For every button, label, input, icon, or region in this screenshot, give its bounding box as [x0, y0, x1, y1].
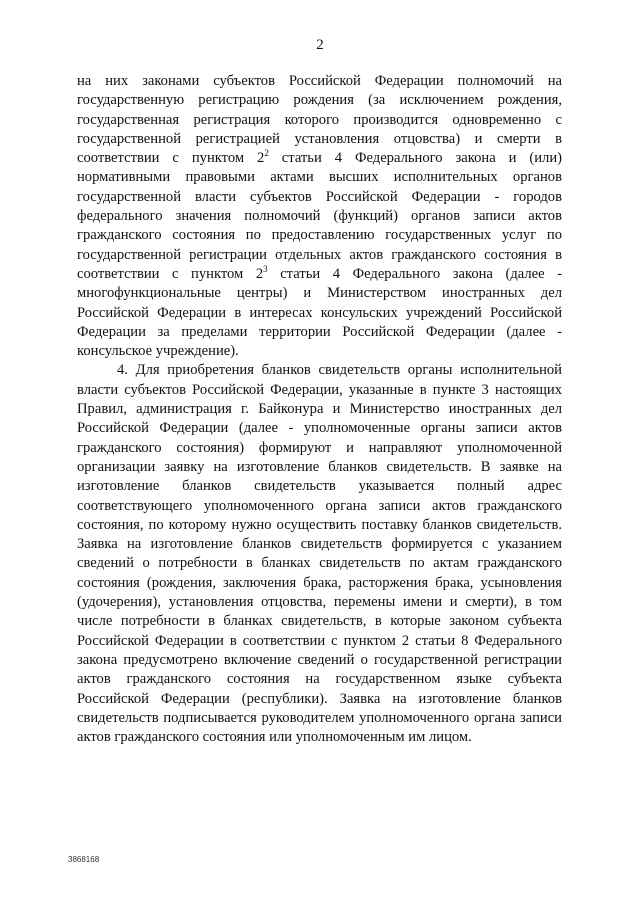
paragraph-text: статьи 4 Федерального закона и (или) нормативными правовыми актами высших исполнительных органов государственной власти субъектов Российской Федерации - городов федерального значения полномочий (функций) органов записи актов гражданского состояния по предоставлению государственных услуг по государственной регистрации отдельных актов гражданского состояния в соответствии с пунктом 2 [77, 150, 563, 282]
document-body [77, 72, 562, 747]
document-code: 3868168 [68, 855, 100, 864]
superscript: 2 [264, 148, 269, 159]
superscript: 3 [263, 263, 268, 274]
paragraph-text: статьи 4 Федерального закона (далее - многофункциональные центры) и Министерством иностранных дел Российской Федерации в интересах консульских учреждений Российской Федерации за пределами территории Российской Федерации (далее - консульское учреждение). [77, 265, 562, 360]
paragraph-text: 4. Для приобретения бланков свидетельств органы исполнительной власти субъектов Российской Федерации, указанные в пункте 3 настоящих Правил, администрация г. Байконура и Министерство иностранных дел Российской Федерации (далее - уполномоченные органы записи актов гражданского состояния) формируют и направляют уполномоченной организации заявку на изготовление бланков свидетельств. В заявке на изготовление бланков свидетельств указывается полный адрес соответствующего уполномоченного органа записи актов гражданского состояния, по которому нужно осуществить поставку бланков свидетельств. Заявка на изготовление бланков свидетельств формируется с указанием сведений о потребности в бланках свидетельств по актам гражданского состояния (рождения, заключения брака, расторжения брака, усыновления (удочерения), установления отцовства, перемены имени и смерти), в том числе потребности в бланках свидетельств, в которые законом субъекта Российской Федерации в соответствии с пунктом 2 статьи 8 Федерального закона предусмотрено включение сведений о государственной регистрации актов гражданского состояния на государственном языке субъекта Российской Федерации (республики). Заявка на изготовление бланков свидетельств подписывается руководителем уполномоченного органа записи актов гражданского состояния или уполномоченным им лицом. [77, 362, 562, 746]
page-number: 2 [316, 37, 324, 53]
paragraph-text: на них законами субъектов Российской Федерации полномочий на государственную регистрацию рождения (за исключением рождения, государственная регистрация которого производится одновременно с государственной регистрацией установления отцовства) и смерти в соответствии с пунктом 2 [77, 73, 562, 167]
paragraph [77, 72, 562, 361]
paragraph [77, 361, 562, 747]
